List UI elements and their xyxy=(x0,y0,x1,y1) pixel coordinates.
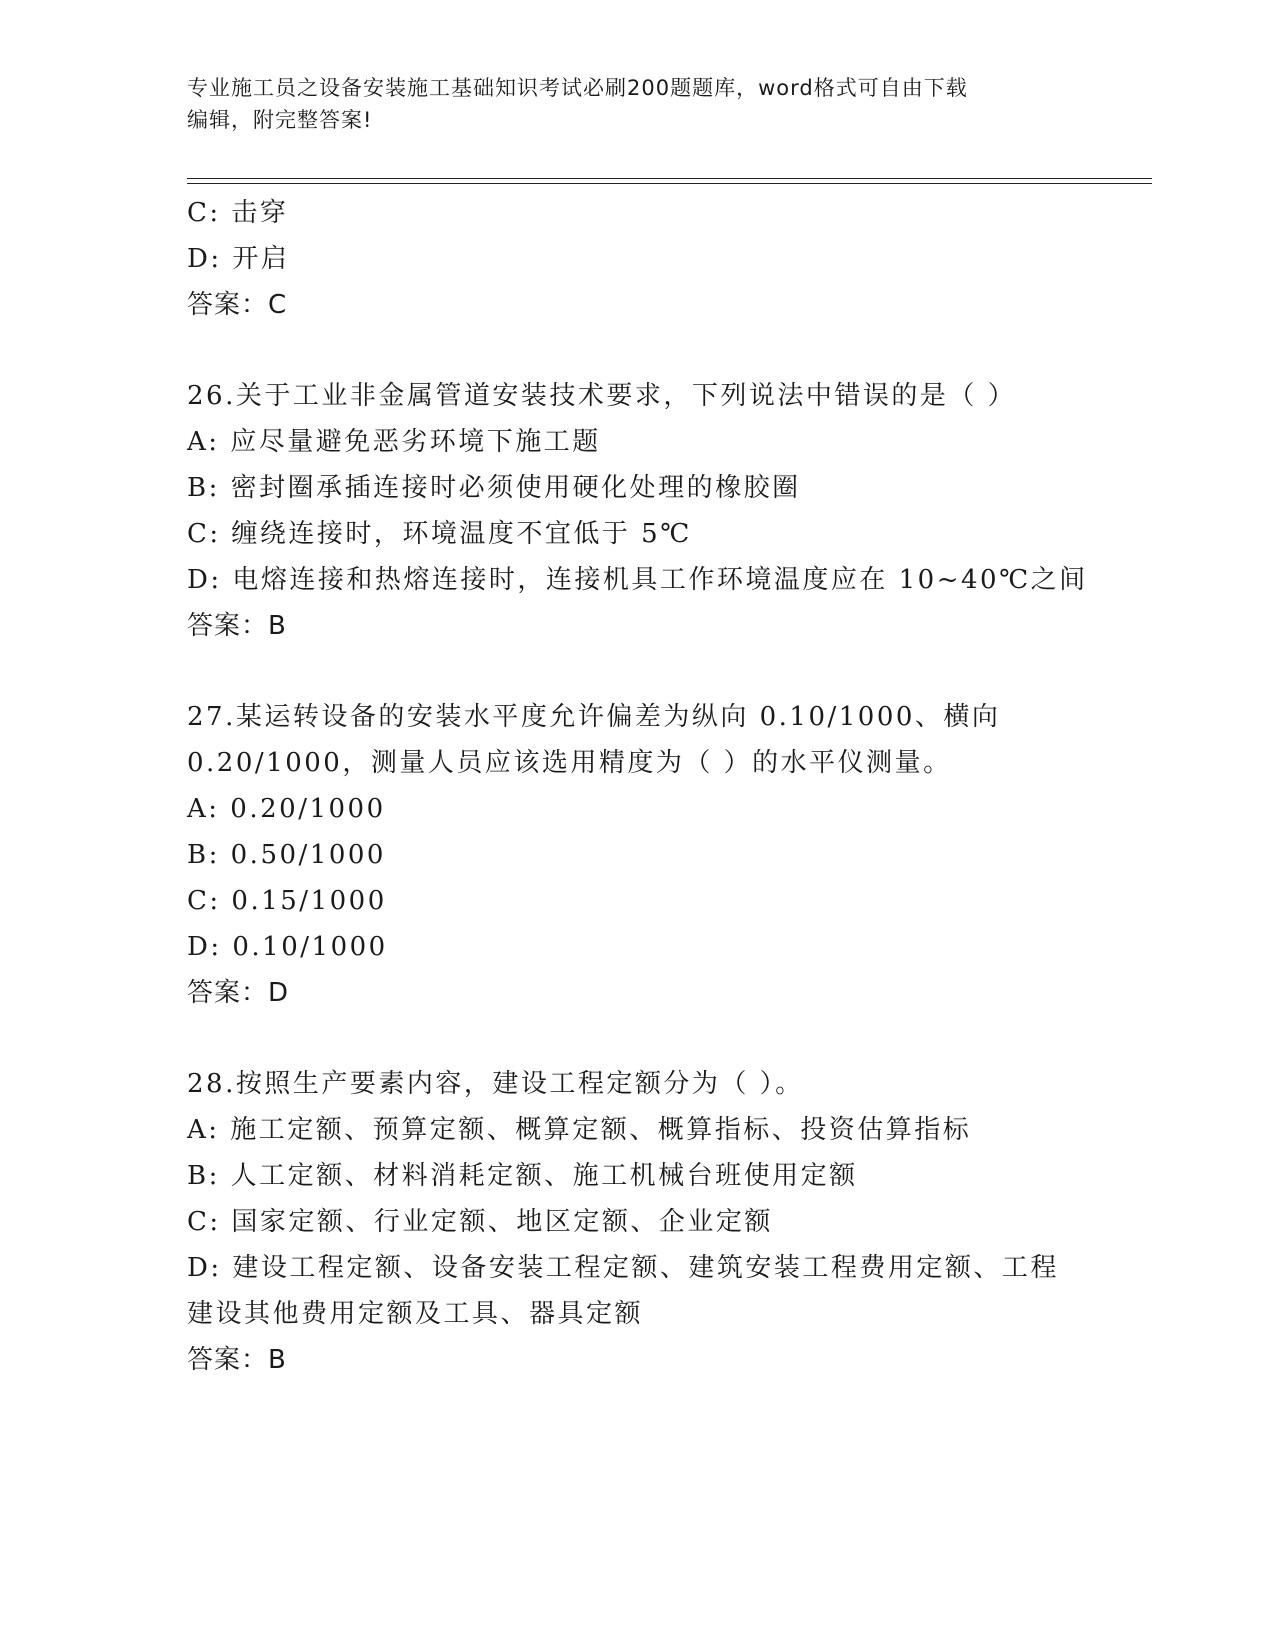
question-26 xyxy=(187,373,1087,649)
header-rule-top xyxy=(187,178,1152,179)
answer-line: 答案：B xyxy=(187,611,287,641)
document-body xyxy=(187,190,1087,1383)
option-c: C: 国家定额、行业定额、地区定额、企业定额 xyxy=(187,1207,773,1237)
header-line-1: 专业施工员之设备安装施工基础知识考试必刷200题题库，word格式可自由下载 xyxy=(187,76,968,100)
option-c: C: 0.15/1000 xyxy=(187,886,387,916)
previous-question-tail xyxy=(187,190,1087,328)
question-stem: 28.按照生产要素内容，建设工程定额分为（ ）。 xyxy=(187,1069,804,1099)
option-c: C: 缠绕连接时，环境温度不宜低于 5℃ xyxy=(187,519,692,549)
option-b: B: 0.50/1000 xyxy=(187,840,386,870)
option-a: A: 应尽量避免恶劣环境下施工题 xyxy=(187,427,601,457)
option-a: A: 0.20/1000 xyxy=(187,794,386,824)
option-c: C: 击穿 xyxy=(187,198,289,228)
header-rule-bottom xyxy=(187,183,1152,184)
question-stem: 26.关于工业非金属管道安装技术要求，下列说法中错误的是（ ） xyxy=(187,381,1017,411)
option-d: D: 建设工程定额、设备安装工程定额、建筑安装工程费用定额、工程 xyxy=(187,1253,1059,1283)
question-stem-continued: 0.20/1000，测量人员应该选用精度为（ ）的水平仪测量。 xyxy=(187,748,952,778)
option-b: B: 人工定额、材料消耗定额、施工机械台班使用定额 xyxy=(187,1161,858,1191)
question-stem: 27.某运转设备的安装水平度允许偏差为纵向 0.10/1000、横向 xyxy=(187,702,1001,732)
header-line-2: 编辑，附完整答案! xyxy=(187,108,373,132)
answer-line: 答案：C xyxy=(187,290,288,320)
option-d: D: 电熔连接和热熔连接时，连接机具工作环境温度应在 10~40℃之间 xyxy=(187,565,1088,595)
answer-line: 答案：D xyxy=(187,978,290,1008)
option-b: B: 密封圈承插连接时必须使用硬化处理的橡胶圈 xyxy=(187,473,801,503)
option-d-continued: 建设其他费用定额及工具、器具定额 xyxy=(187,1299,644,1329)
document-header xyxy=(187,72,1087,136)
option-a: A: 施工定额、预算定额、概算定额、概算指标、投资估算指标 xyxy=(187,1115,972,1145)
question-27 xyxy=(187,694,1087,1016)
option-d: D: 开启 xyxy=(187,244,290,274)
option-d: D: 0.10/1000 xyxy=(187,932,388,962)
answer-line: 答案：B xyxy=(187,1345,287,1375)
question-28 xyxy=(187,1061,1087,1383)
